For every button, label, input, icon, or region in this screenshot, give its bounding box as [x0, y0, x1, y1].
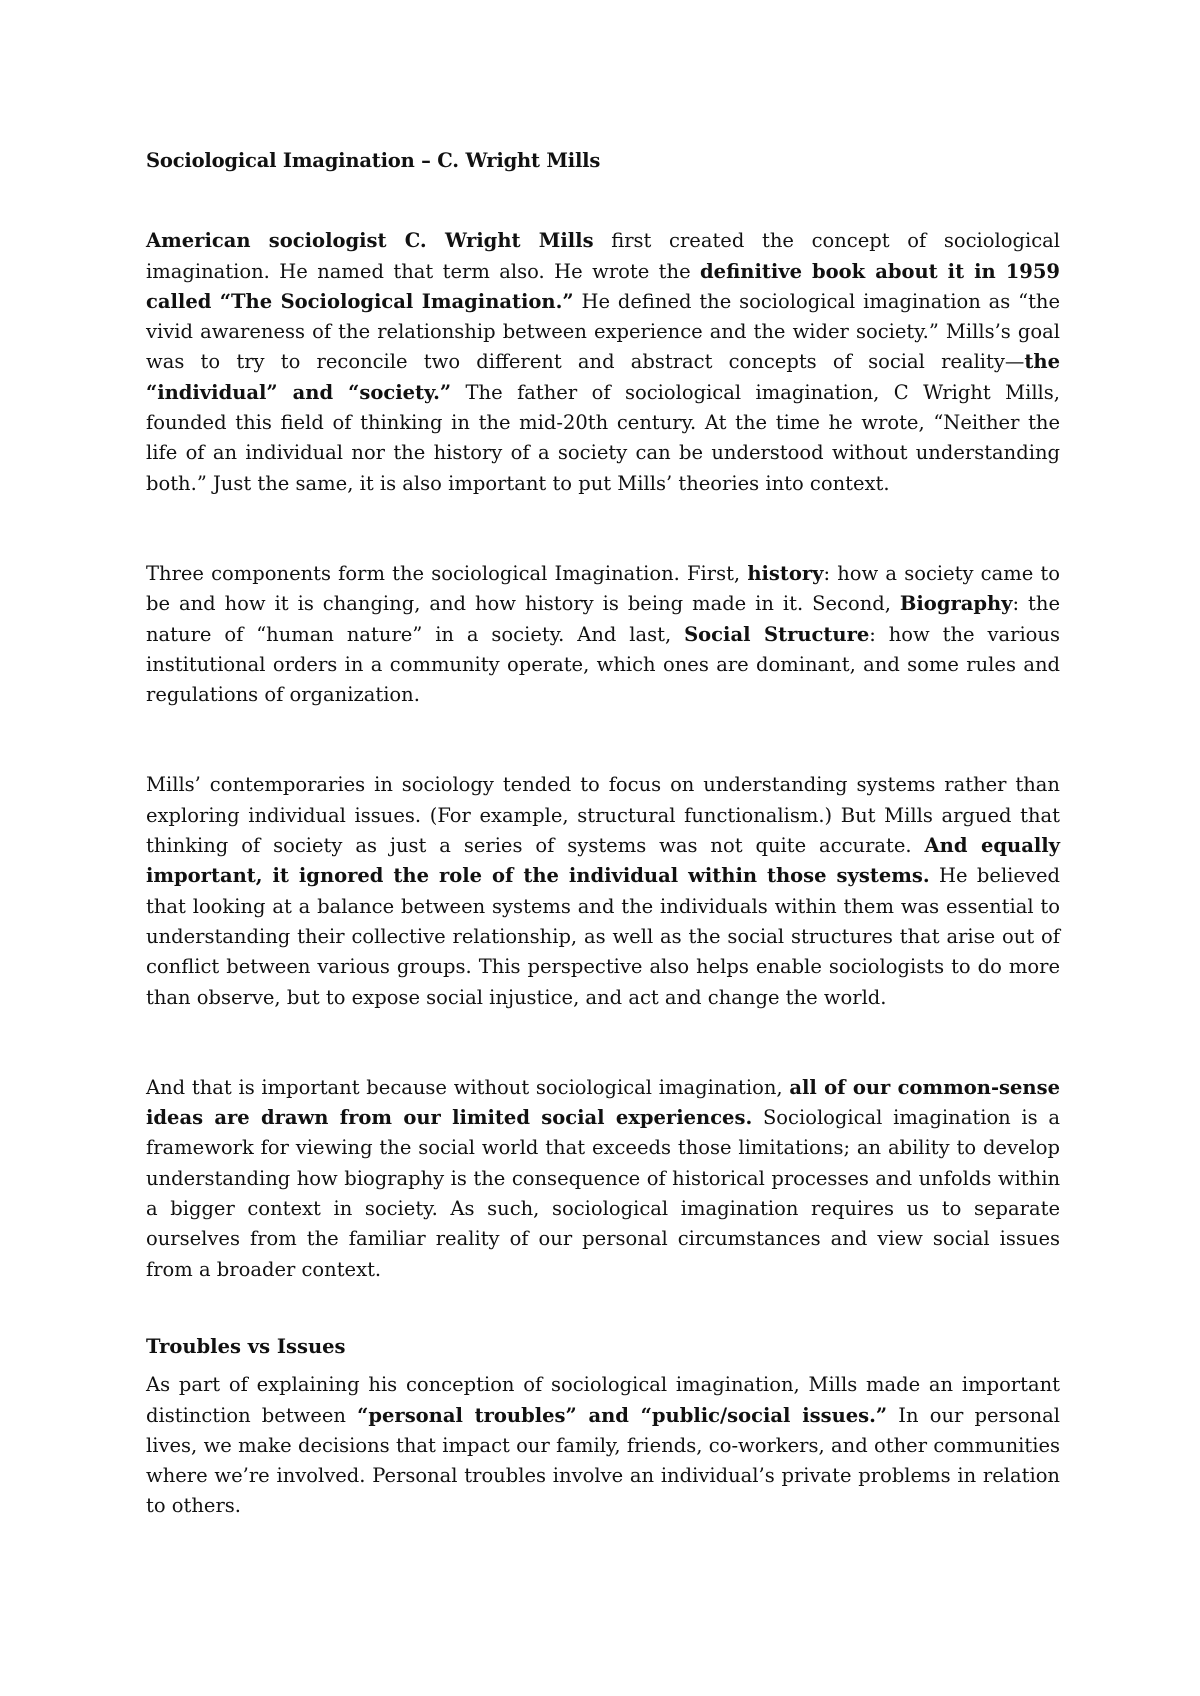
document-page: [146, 146, 1060, 1522]
text-run: Mills’ contemporaries in sociology tended to focus on understanding systems rather than exploring individual issues. (For example, structural functionalism.) But Mills argued that thinking of society as just a series of systems was not quite accurate.: [146, 773, 1060, 858]
bold-term: Biography: [899, 592, 1013, 616]
text-run: Sociological imagination is a framework for viewing the social world that exceeds those limitations; an ability to develop understanding how biography is the consequence of historical processes and unfolds within a bigger context in society. As such, sociological imagination requires us to separate ourselves from the familiar reality of our personal circumstances and view social issues from a broader context.: [146, 1106, 1061, 1281]
text-run: first created the concept of sociological imagination. He named that term also. He wrote the: [146, 229, 1060, 283]
text-run: And that is important because without sociological imagination,: [146, 1075, 790, 1099]
bold-term: history: [747, 561, 824, 585]
paragraph-contemporaries: [146, 770, 1060, 1012]
text-run: He defined the sociological imagination as “the vivid awareness of the relationship between experience and the wider society.” Mills’s goal was to try to reconcile two different and abstract concepts of social reality—: [146, 289, 1060, 374]
bold-phrase: And equally important, it ignored the role of the individual within those systems.: [146, 834, 1060, 888]
document-title: Sociological Imagination – C. Wright Mills: [146, 149, 601, 172]
text-run: He believed that looking at a balance between systems and the individuals within them was essential to understanding their collective relationship, as well as the social structures that arise out of conflict between various groups. This perspective also helps enable sociologists to do more than observe, but to expose social injustice, and act and change the world.: [146, 864, 1060, 1009]
text-run: The father of sociological imagination, C Wright Mills, founded this field of thinking in the mid-20th century. At the time he wrote, “Neither the life of an individual nor the history of a society can be understood without understanding both.” Just the same, it is also important to put Mills’ theories into context.: [146, 380, 1060, 495]
section-heading: Troubles vs Issues: [146, 1334, 346, 1358]
text-run: As part of explaining his conception of sociological imagination, Mills made an important distinction between: [146, 1373, 1060, 1427]
bold-phrase: all of our common-sense ideas are drawn from our limited social experiences.: [146, 1075, 1060, 1130]
text-run: In our personal lives, we make decisions that impact our family, friends, co-workers, and other communities where we’re involved. Personal troubles involve an individual’s private problems in relation to others.: [146, 1403, 1060, 1518]
bold-term: Social Structure: [684, 622, 870, 646]
bold-phrase: “personal troubles” and “public/social issues.”: [357, 1403, 888, 1427]
text-run: Three components form the sociological Imagination. First,: [146, 561, 748, 585]
bold-phrase: definitive book about it in 1959 called “The Sociological Imagination.”: [146, 259, 1060, 313]
paragraph-importance: [146, 1073, 1060, 1285]
text-run: : the nature of “human nature” in a society. And last,: [146, 592, 1060, 646]
paragraph-troubles-issues: [146, 1370, 1060, 1521]
bold-phrase: the “individual” and “society.”: [146, 350, 1060, 404]
text-run: : how a society came to be and how it is changing, and how history is being made in it. Second,: [146, 561, 1060, 616]
bold-phrase: American sociologist C. Wright Mills: [146, 229, 594, 253]
text-run: : how the various institutional orders in a community operate, which ones are dominant, and some rules and regulations of organization.: [146, 622, 1060, 707]
paragraph-components: [146, 559, 1060, 710]
paragraph-introduction: [146, 226, 1060, 499]
